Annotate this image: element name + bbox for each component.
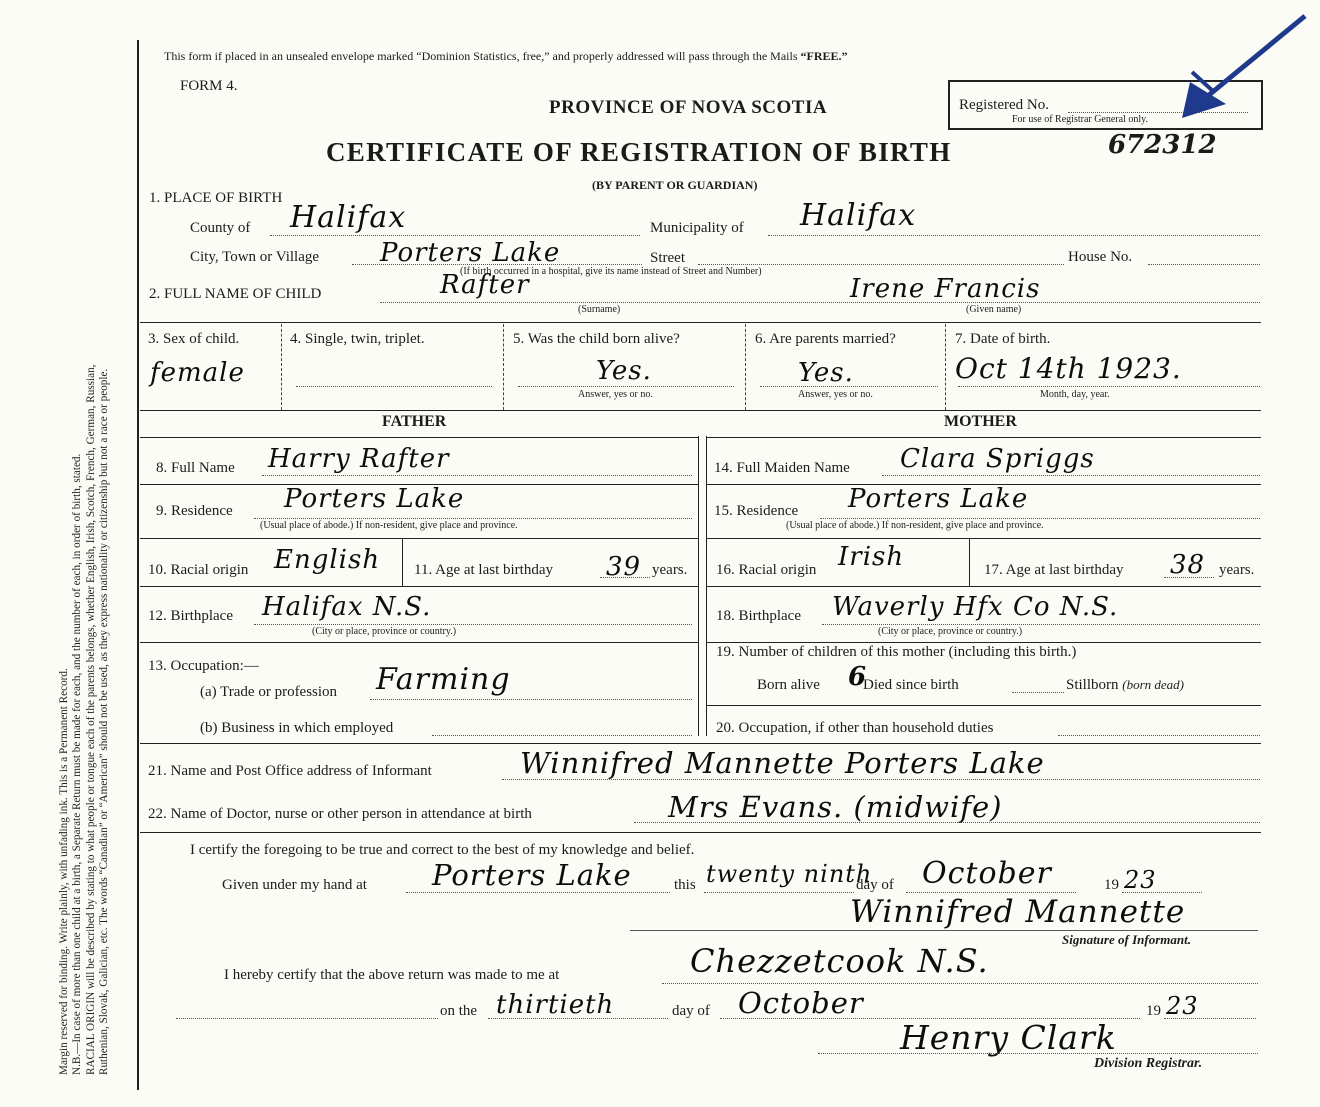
surname-caption: (Surname) [578, 304, 621, 315]
registrar-place-value: Chezzetcook N.S. [690, 942, 989, 980]
father-racial-origin-value: English [274, 545, 381, 575]
certify-statement: I certify the foregoing to be true and correct to the best of my knowledge and belief. [190, 842, 695, 858]
informant-value: Winnifred Mannette Porters Lake [520, 746, 1045, 780]
province-heading: PROVINCE OF NOVA SCOTIA [549, 97, 828, 118]
mother-occupation-label: 20. Occupation, if other than household duties [716, 720, 994, 736]
child-given-name-value: Irene Francis [850, 274, 1041, 304]
given-place-value: Porters Lake [432, 858, 632, 892]
father-heading: FATHER [382, 413, 447, 430]
child-surname-value: Rafter [440, 270, 530, 300]
registered-number-value: 672312 [1108, 130, 1217, 160]
registrar-use-note: For use of Registrar General only. [1012, 114, 1148, 125]
parents-married-caption: Answer, yes or no. [798, 389, 873, 400]
county-label: County of [190, 220, 251, 236]
father-residence-value: Porters Lake [284, 484, 465, 514]
business-label: (b) Business in which employed [200, 720, 394, 736]
born-alive-caption: Answer, yes or no. [578, 389, 653, 400]
parents-married-value: Yes. [798, 358, 854, 388]
registrar-signature-caption: Division Registrar. [1094, 1056, 1203, 1071]
born-alive-value: Yes. [596, 356, 652, 386]
father-residence-label: 9. Residence [156, 503, 233, 519]
registered-number-label: Registered No. [959, 97, 1049, 113]
father-birthplace-caption: (City or place, province or country.) [312, 626, 457, 637]
parents-married-label: 6. Are parents married? [755, 331, 896, 347]
children-count-label: 19. Number of children of this mother (including this birth.) [716, 644, 1077, 660]
mail-notice: This form if placed in an unsealed envelope marked “Dominion Statistics, free,” and properly addressed will pass through the Mails “FREE.” [164, 49, 848, 63]
father-age-label: 11. Age at last birthday [414, 562, 553, 578]
mother-age-value: 38 [1170, 550, 1206, 580]
father-age-value: 39 [606, 552, 642, 582]
doctor-label: 22. Name of Doctor, nurse or other person in attendance at birth [148, 806, 532, 822]
registrar-day-value: thirtieth [496, 990, 615, 1020]
father-birthplace-value: Halifax N.S. [262, 592, 432, 622]
father-birthplace-label: 12. Birthplace [148, 608, 233, 624]
given-month-value: October [922, 856, 1052, 891]
mother-racial-origin-label: 16. Racial origin [716, 562, 817, 578]
given-year-prefix: 19 [1104, 877, 1119, 893]
child-name-label: 2. FULL NAME OF CHILD [149, 286, 322, 302]
sex-value: female [150, 358, 245, 388]
father-name-value: Harry Rafter [268, 444, 450, 474]
mother-racial-origin-value: Irish [838, 542, 905, 572]
this-label: this [674, 877, 696, 893]
date-of-birth-caption: Month, day, year. [1040, 389, 1110, 400]
city-label: City, Town or Village [190, 249, 320, 265]
margin-note-binding: Margin reserved for binding. Write plainly, with unfading ink. This is a Permanent Record. [58, 668, 70, 1075]
place-of-birth-label: 1. PLACE OF BIRTH [149, 190, 283, 206]
page-subtitle: (BY PARENT OR GUARDIAN) [592, 178, 758, 192]
county-value: Halifax [290, 200, 407, 235]
sex-label: 3. Sex of child. [148, 331, 240, 347]
informant-signature-caption: Signature of Informant. [1062, 932, 1191, 947]
given-year-value: 23 [1124, 866, 1157, 894]
mother-residence-label: 15. Residence [714, 503, 799, 519]
street-label: Street [650, 250, 685, 266]
mother-age-unit: years. [1219, 562, 1255, 578]
father-residence-caption: (Usual place of abode.) If non-resident, give place and province. [260, 520, 518, 531]
registrar-month-value: October [738, 986, 864, 1020]
born-alive-count-label: Born alive [757, 677, 820, 693]
day-of-label: day of [856, 877, 894, 893]
mother-birthplace-caption: (City or place, province or country.) [878, 626, 1023, 637]
mother-birthplace-value: Waverly Hfx Co N.S. [832, 592, 1119, 622]
registrar-year-value: 23 [1166, 992, 1199, 1020]
registrar-year-prefix: 19 [1146, 1003, 1161, 1019]
father-racial-origin-label: 10. Racial origin [148, 562, 249, 578]
informant-label: 21. Name and Post Office address of Informant [148, 763, 432, 779]
registrar-certify-label: I hereby certify that the above return was made to me at [224, 967, 560, 983]
doctor-value: Mrs Evans. (midwife) [668, 790, 1003, 824]
given-under-hand-label: Given under my hand at [222, 877, 367, 893]
stillborn-label: Stillborn (born dead) [1066, 677, 1185, 693]
hospital-note: (If birth occurred in a hospital, give its name instead of Street and Number) [460, 266, 762, 277]
mother-name-label: 14. Full Maiden Name [714, 460, 850, 476]
on-the-label: on the [440, 1003, 478, 1019]
father-name-label: 8. Full Name [156, 460, 235, 476]
trade-value: Farming [376, 662, 511, 697]
given-day-value: twenty ninth [706, 860, 873, 888]
city-value: Porters Lake [380, 238, 561, 268]
plurality-label: 4. Single, twin, triplet. [290, 331, 425, 347]
form-number: FORM 4. [180, 78, 238, 94]
born-alive-count-value: 6 [848, 662, 868, 692]
registrar-day-of-label: day of [672, 1003, 710, 1019]
trade-label: (a) Trade or profession [200, 684, 338, 700]
mother-heading: MOTHER [944, 413, 1017, 430]
registrar-signature: Henry Clark [900, 1018, 1117, 1057]
mother-age-label: 17. Age at last birthday [984, 562, 1124, 578]
municipality-label: Municipality of [650, 220, 744, 236]
divider [140, 410, 1261, 411]
date-of-birth-value: Oct 14th 1923. [955, 352, 1182, 385]
margin-note-multiple-births: N.B.—In case of more than one child at a birth, a Separate Return must be made for each, and the number of each, in order of birth, stated. [71, 453, 84, 1075]
mother-residence-caption: (Usual place of abode.) If non-resident, give place and province. [786, 520, 1044, 531]
municipality-value: Halifax [800, 198, 917, 233]
house-number-label: House No. [1068, 249, 1133, 265]
mother-birthplace-label: 18. Birthplace [716, 608, 801, 624]
father-age-unit: years. [652, 562, 688, 578]
margin-note-racial-origin-cont: Ruthenian, Slovak, Galician, etc. The words “Canadian” or “American” should not be used, as they express nationality or citizenship but not a race or people. [97, 368, 110, 1075]
mother-residence-value: Porters Lake [848, 484, 1029, 514]
died-since-birth-label: Died since birth [863, 677, 959, 693]
divider [140, 322, 1261, 323]
mother-name-value: Clara Spriggs [900, 444, 1095, 474]
informant-signature: Winnifred Mannette [850, 894, 1186, 930]
born-alive-label: 5. Was the child born alive? [513, 331, 680, 347]
date-of-birth-label: 7. Date of birth. [955, 331, 1051, 347]
given-name-caption: (Given name) [966, 304, 1022, 315]
page-title: CERTIFICATE OF REGISTRATION OF BIRTH [326, 137, 952, 167]
margin-note-racial-origin: RACIAL ORIGIN will be described by stating to what people or tongue each of the parents belongs, whether English, Irish, Scotch, French, German, Russian, [84, 364, 97, 1075]
father-occupation-label: 13. Occupation:— [148, 658, 259, 674]
